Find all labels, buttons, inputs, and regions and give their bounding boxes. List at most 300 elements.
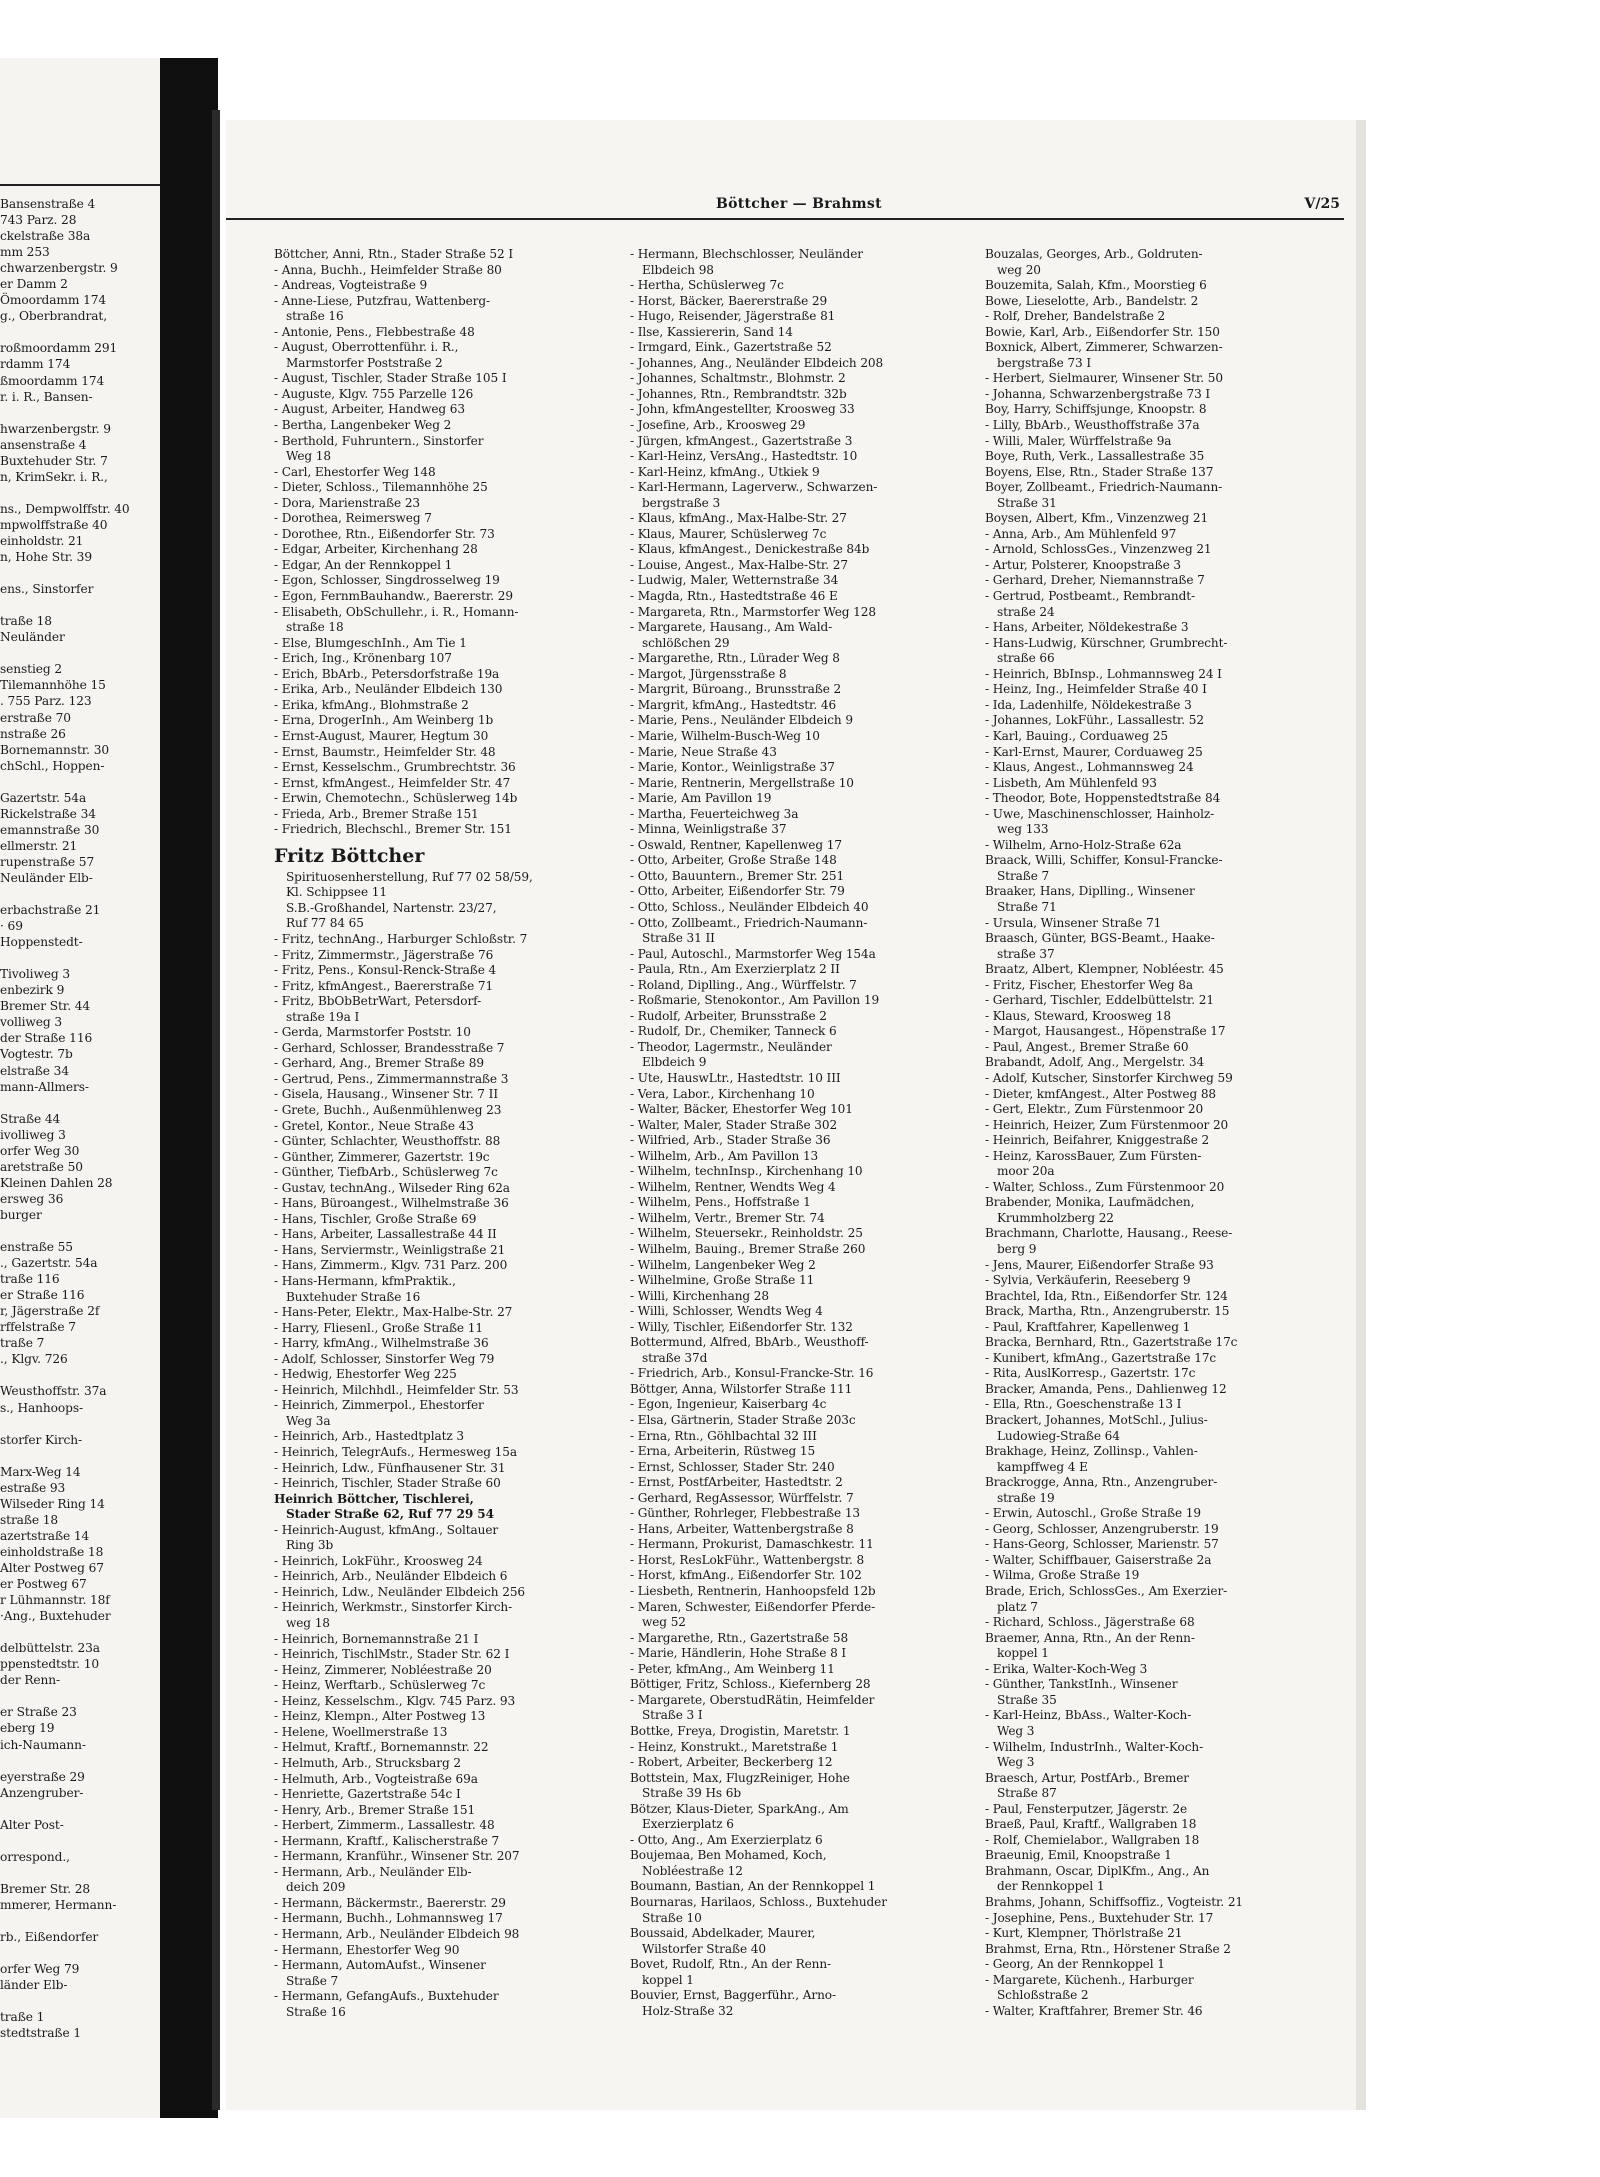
directory-entry: - Margarete, OberstudRätin, Heimfelder (630, 1692, 875, 1707)
directory-entry: - Günther, TiefbArb., Schüslerweg 7c (274, 1165, 498, 1180)
directory-entry: - Erna, Arbeiterin, Rüstweg 15 (630, 1444, 816, 1459)
directory-entry: - Heinrich, TelegrAufs., Hermesweg 15a (274, 1445, 517, 1460)
directory-entry: Brack, Martha, Rtn., Anzengruberstr. 15 (985, 1304, 1230, 1319)
directory-entry: Straße 16 (286, 2004, 346, 2019)
header-rule (226, 218, 1344, 220)
directory-entry: Ruf 77 84 65 (286, 916, 364, 931)
directory-entry: - Marie, Pens., Neuländer Elbdeich 9 (630, 713, 853, 728)
fragment-line: er Straße 23 (0, 1705, 77, 1720)
directory-entry: - Hertha, Schüslerweg 7c (630, 278, 784, 293)
directory-entry: Braatz, Albert, Klempner, Nobléestr. 45 (985, 962, 1224, 977)
directory-entry: - Friedrich, Arb., Konsul-Francke-Str. 16 (630, 1366, 874, 1381)
fragment-line: storfer Kirch- (0, 1432, 82, 1447)
directory-entry: straße 18 (286, 620, 344, 635)
directory-entry: Braaker, Hans, Diplling., Winsener (985, 884, 1195, 899)
fragment-line (0, 1801, 160, 1817)
directory-entry: - Johannes, Ang., Neuländer Elbdeich 208 (630, 355, 884, 370)
directory-entry: - Ernst, Schlosser, Stader Str. 240 (630, 1459, 835, 1474)
directory-entry: - Willi, Schlosser, Wendts Weg 4 (630, 1304, 823, 1319)
directory-entry: - Anna, Buchh., Heimfelder Straße 80 (274, 262, 502, 277)
directory-entry: - Gisela, Hausang., Winsener Str. 7 II (274, 1087, 499, 1102)
directory-entry: Ring 3b (286, 1538, 334, 1553)
directory-entry: Boujemaa, Ben Mohamed, Koch, (630, 1848, 827, 1863)
fragment-line: ·Ang., Buxtehuder (0, 1609, 111, 1624)
fragment-line (0, 324, 160, 340)
directory-entry: - Roland, Diplling., Ang., Würffelstr. 7 (630, 977, 857, 992)
directory-entry: - Klaus, kfmAngest., Denickestraße 84b (630, 542, 870, 557)
directory-entry: - Johannes, LokFühr., Lassallestr. 52 (985, 713, 1204, 728)
directory-entry: Bouzemita, Salah, Kfm., Moorstieg 6 (985, 278, 1207, 293)
directory-entry: - Heinz, Konstrukt., Maretstraße 1 (630, 1739, 839, 1754)
directory-entry: Boumann, Bastian, An der Rennkoppel 1 (630, 1879, 876, 1894)
fragment-line: ich-Naumann- (0, 1737, 86, 1752)
fragment-line: Tivoliweg 3 (0, 967, 71, 982)
directory-entry: Brakhage, Heinz, Zollinsp., Vahlen- (985, 1444, 1198, 1459)
directory-entry: - Lilly, BbArb., Weusthoffstraße 37a (985, 418, 1200, 433)
directory-entry: - Andreas, Vogteistraße 9 (274, 278, 428, 293)
directory-entry: - Hans-Peter, Elektr., Max-Halbe-Str. 27 (274, 1305, 513, 1320)
directory-entry: - Marie, Rentnerin, Mergellstraße 10 (630, 775, 854, 790)
directory-entry: - Hedwig, Ehestorfer Weg 225 (274, 1367, 457, 1382)
fragment-line (0, 1095, 160, 1111)
fragment-line: einholdstraße 18 (0, 1544, 104, 1559)
directory-entry: - Marie, Wilhelm-Busch-Weg 10 (630, 728, 820, 743)
directory-entry: - Hermann, Kraftf., Kalischerstraße 7 (274, 1833, 500, 1848)
fragment-line: traße 18 (0, 614, 52, 629)
directory-entry: Bowe, Lieselotte, Arb., Bandelstr. 2 (985, 293, 1199, 308)
directory-entry: - Wilma, Große Straße 19 (985, 1568, 1140, 1583)
directory-entry: Elbdeich 98 (642, 262, 714, 277)
directory-entry: - Ludwig, Maler, Wetternstraße 34 (630, 573, 839, 588)
directory-entry: - Wilhelm, Pens., Hoffstraße 1 (630, 1195, 811, 1210)
directory-entry: - Johanna, Schwarzenbergstraße 73 I (985, 386, 1211, 401)
directory-entry: - Dorothea, Reimersweg 7 (274, 511, 432, 526)
fragment-line: ansenstraße 4 (0, 437, 87, 452)
directory-entry: - Gustav, technAng., Wilseder Ring 62a (274, 1180, 510, 1195)
directory-entry: - Otto, Zollbeamt., Friedrich-Naumann- (630, 915, 868, 930)
fragment-line (0, 1833, 160, 1849)
fragment-line (0, 886, 160, 902)
directory-entry: - Margot, Jürgensstraße 8 (630, 666, 787, 681)
directory-entry: - Heinrich, Tischler, Stader Straße 60 (274, 1476, 501, 1491)
directory-entry: - Hermann, Kranführ., Winsener Str. 207 (274, 1849, 520, 1864)
fragment-line: Wilseder Ring 14 (0, 1496, 105, 1511)
directory-entry: Böttger, Anna, Wilstorfer Straße 111 (630, 1381, 853, 1396)
directory-entry: - Heinrich, Arb., Neuländer Elbdeich 6 (274, 1569, 508, 1584)
fragment-line: der Straße 116 (0, 1031, 93, 1046)
directory-entry: - Walter, Kraftfahrer, Bremer Str. 46 (985, 2003, 1203, 2018)
fragment-line: delbüttelstr. 23a (0, 1641, 100, 1656)
directory-entry: - Margarete, Küchenh., Harburger (985, 1972, 1194, 1987)
directory-entry: - Johannes, Rtn., Rembrandtstr. 32b (630, 386, 847, 401)
directory-entry: - Rudolf, Arbeiter, Brunsstraße 2 (630, 1008, 827, 1023)
fragment-line: Bremer Str. 44 (0, 999, 91, 1014)
directory-entry: - Herbert, Sielmaurer, Winsener Str. 50 (985, 371, 1223, 386)
directory-entry: platz 7 (997, 1599, 1038, 1614)
directory-entry: - Hermann, Prokurist, Damaschkestr. 11 (630, 1537, 874, 1552)
directory-entry: - Gerhard, RegAssessor, Würffelstr. 7 (630, 1490, 854, 1505)
directory-entry: - Magda, Rtn., Hastedtstraße 46 E (630, 589, 838, 604)
directory-entry: - Hans, Büroangest., Wilhelmstraße 36 (274, 1196, 509, 1211)
directory-entry: Braasch, Günter, BGS-Beamt., Haake- (985, 931, 1215, 946)
fragment-line: rdamm 174 (0, 357, 71, 372)
directory-entry: Straße 39 Hs 6b (642, 1786, 741, 1801)
directory-entry: - Josefine, Arb., Kroosweg 29 (630, 418, 806, 433)
fragment-line: er Straße 116 (0, 1288, 85, 1303)
directory-entry: Straße 7 (997, 868, 1050, 883)
directory-entry: - Willi, Kirchenhang 28 (630, 1288, 769, 1303)
fragment-line: orfer Weg 30 (0, 1143, 80, 1158)
running-title: Böttcher — Brahmst (716, 196, 882, 212)
directory-entry: weg 20 (997, 262, 1041, 277)
directory-entry: Straße 3 I (642, 1708, 703, 1723)
directory-entry: - Willi, Maler, Würffelstraße 9a (985, 433, 1172, 448)
previous-page-rule (0, 184, 160, 186)
directory-entry: - Heinrich, Arb., Hastedtplatz 3 (274, 1429, 464, 1444)
directory-entry: - Wilhelm, Rentner, Wendts Weg 4 (630, 1179, 836, 1194)
fragment-line: Alter Post- (0, 1817, 64, 1832)
directory-entry: - Wilhelmine, Große Straße 11 (630, 1273, 815, 1288)
directory-entry: - Otto, Arbeiter, Eißendorfer Str. 79 (630, 884, 845, 899)
directory-entry: - Heinrich, Zimmerpol., Ehestorfer (274, 1398, 484, 1413)
directory-entry: - Heinrich, Ldw., Neuländer Elbdeich 256 (274, 1584, 526, 1599)
directory-entry: - Rita, AuslKorresp., Gazertstr. 17c (985, 1366, 1196, 1381)
directory-entry: Krummholzberg 22 (997, 1210, 1114, 1225)
fragment-line (0, 1865, 160, 1881)
directory-entry: Boyens, Else, Rtn., Stader Straße 137 (985, 464, 1214, 479)
fragment-line (0, 1913, 160, 1929)
directory-entry: - Erika, Arb., Neuländer Elbdeich 130 (274, 682, 503, 697)
directory-entry: Brabender, Monika, Laufmädchen, (985, 1195, 1195, 1210)
directory-entry: - Karl-Ernst, Maurer, Corduaweg 25 (985, 744, 1203, 759)
fragment-line: enstraße 55 (0, 1240, 73, 1255)
directory-entry: - Erich, Ing., Krönenbarg 107 (274, 651, 452, 666)
directory-entry: - Gerhard, Schlosser, Brandesstraße 7 (274, 1040, 505, 1055)
directory-entry: Straße 31 II (642, 931, 715, 946)
fragment-line: s., Hanhoops- (0, 1400, 84, 1415)
directory-entry: - Sylvia, Verkäuferin, Reeseberg 9 (985, 1273, 1191, 1288)
fragment-line: n, KrimSekr. i. R., (0, 469, 108, 484)
fragment-line (0, 485, 160, 501)
directory-entry: - Ernst, Kesselschm., Grumbrechtstr. 36 (274, 760, 516, 775)
directory-entry: - Heinrich, Ldw., Fünfhausener Str. 31 (274, 1460, 506, 1475)
fragment-line: Marx-Weg 14 (0, 1464, 81, 1479)
directory-entry: - Willy, Tischler, Eißendorfer Str. 132 (630, 1319, 853, 1334)
directory-entry: - Paul, Autoschl., Marmstorfer Weg 154a (630, 946, 876, 961)
directory-entry: - Roßmarie, Stenokontor., Am Pavillon 19 (630, 993, 880, 1008)
directory-entry: - Heinz, Zimmerer, Nobléestraße 20 (274, 1662, 492, 1677)
fragment-line (0, 1416, 160, 1432)
directory-entry: - Heinrich, Heizer, Zum Fürstenmoor 20 (985, 1117, 1229, 1132)
fragment-line: traße 1 (0, 2010, 45, 2025)
fragment-line: Kleinen Dahlen 28 (0, 1175, 113, 1190)
directory-entry: - Wilhelm, Arno-Holz-Straße 62a (985, 837, 1182, 852)
directory-entry: - August, Oberrottenführ. i. R., (274, 340, 459, 355)
directory-entry: - Helmut, Kraftf., Bornemannstr. 22 (274, 1740, 489, 1755)
directory-entry: - Margrit, Büroang., Brunsstraße 2 (630, 682, 842, 697)
fragment-line: r. i. R., Bansen- (0, 389, 93, 404)
directory-entry: - Heinz, Ing., Heimfelder Straße 40 I (985, 682, 1207, 697)
directory-entry: - Ella, Rtn., Goeschenstraße 13 I (985, 1397, 1182, 1412)
directory-entry: - Rudolf, Dr., Chemiker, Tanneck 6 (630, 1024, 837, 1039)
fragment-line (0, 1688, 160, 1704)
directory-entry: Bracker, Amanda, Pens., Dahlienweg 12 (985, 1381, 1227, 1396)
directory-entry: - Helmuth, Arb., Vogteistraße 69a (274, 1771, 478, 1786)
directory-entry: - Berthold, Fuhruntern., Sinstorfer (274, 433, 484, 448)
directory-entry: - Otto, Bauuntern., Bremer Str. 251 (630, 868, 845, 883)
directory-entry: weg 133 (997, 822, 1049, 837)
directory-entry: - Hermann, Ehestorfer Weg 90 (274, 1942, 460, 1957)
column-3 (985, 247, 1315, 2019)
fragment-line: orfer Weg 79 (0, 1962, 80, 1977)
directory-entry: Bournaras, Harilaos, Schloss., Buxtehuder (630, 1894, 887, 1909)
directory-entry: Bouzalas, Georges, Arb., Goldruten- (985, 247, 1203, 261)
directory-entry: - Robert, Arbeiter, Beckerberg 12 (630, 1755, 833, 1770)
directory-entry: - Erika, Walter-Koch-Weg 3 (985, 1661, 1148, 1676)
fragment-line: ersweg 36 (0, 1191, 64, 1206)
directory-entry: - Bertha, Langenbeker Weg 2 (274, 418, 452, 433)
directory-entry: - Hans, Tischler, Große Straße 69 (274, 1211, 477, 1226)
directory-entry: - Jens, Maurer, Eißendorfer Straße 93 (985, 1257, 1214, 1272)
directory-entry: - Heinrich, Beifahrer, Kniggestraße 2 (985, 1133, 1210, 1148)
directory-entry: Ludowieg-Straße 64 (997, 1428, 1120, 1443)
directory-entry: - Uwe, Maschinenschlosser, Hainholz- (985, 806, 1215, 821)
directory-entry: - Wilfried, Arb., Stader Straße 36 (630, 1133, 831, 1148)
directory-entry: - Hermann, Arb., Neuländer Elbdeich 98 (274, 1926, 520, 1941)
directory-entry: - Friedrich, Blechschl., Bremer Str. 151 (274, 822, 512, 837)
fragment-line: Anzengruber- (0, 1785, 84, 1800)
directory-entry: Boussaid, Abdelkader, Maurer, (630, 1926, 816, 1941)
fragment-line: ivolliweg 3 (0, 1127, 66, 1142)
directory-entry: Böttiger, Fritz, Schloss., Kiefernberg 28 (630, 1677, 871, 1692)
directory-entry: der Rennkoppel 1 (997, 1879, 1105, 1894)
fragment-line: Neuländer (0, 630, 65, 645)
directory-entry: - Hans, Zimmerm., Klgv. 731 Parz. 200 (274, 1258, 508, 1273)
directory-entry: Brahms, Johann, Schiffsoffiz., Vogteistr. 21 (985, 1894, 1244, 1909)
directory-entry: Straße 87 (997, 1786, 1057, 1801)
fragment-line: Neuländer Elb- (0, 870, 93, 885)
directory-entry: Holz-Straße 32 (642, 2003, 734, 2018)
fragment-line: Weusthoffstr. 37a (0, 1384, 107, 1399)
directory-entry: - Gerhard, Dreher, Niemannstraße 7 (985, 573, 1205, 588)
directory-entry: Boye, Ruth, Verk., Lassallestraße 35 (985, 449, 1205, 464)
fragment-line: Ömoordamm 174 (0, 293, 107, 308)
directory-entry: - Wilhelm, Arb., Am Pavillon 13 (630, 1148, 819, 1163)
directory-entry: - Fritz, BbObBetrWart, Petersdorf- (274, 994, 482, 1009)
directory-entry: - Erna, DrogerInh., Am Weinberg 1b (274, 713, 494, 728)
fragment-line: ., Gazertstr. 54a (0, 1256, 98, 1271)
fragment-line: mann-Allmers- (0, 1079, 89, 1094)
directory-entry: Weg 3a (286, 1413, 331, 1428)
fragment-line: n, Hohe Str. 39 (0, 550, 92, 565)
fragment-line: stedtstraße 1 (0, 2026, 81, 2041)
directory-entry: - Heinrich, Milchhdl., Heimfelder Str. 53 (274, 1382, 519, 1397)
directory-entry: - Wilhelm, IndustrInh., Walter-Koch- (985, 1739, 1204, 1754)
directory-entry: - Ute, HauswLtr., Hastedtstr. 10 III (630, 1070, 841, 1085)
fragment-line: enbezirk 9 (0, 983, 65, 998)
directory-entry: - Hugo, Reisender, Jägerstraße 81 (630, 309, 836, 324)
fragment-line: chwarzenbergstr. 9 (0, 261, 118, 276)
fragment-line: Bremer Str. 28 (0, 1881, 91, 1896)
directory-entry: - Otto, Ang., Am Exerzierplatz 6 (630, 1832, 823, 1847)
directory-entry: moor 20a (997, 1164, 1055, 1179)
fragment-line: eberg 19 (0, 1721, 55, 1736)
fragment-line (0, 1624, 160, 1640)
fragment-line: Gazertstr. 54a (0, 790, 87, 805)
directory-entry: - Wilhelm, Vertr., Bremer Str. 74 (630, 1210, 825, 1225)
directory-entry: - Ernst-August, Maurer, Hegtum 30 (274, 728, 489, 743)
fragment-line: nstraße 26 (0, 726, 66, 741)
directory-entry: - Georg, An der Rennkoppel 1 (985, 1957, 1165, 1972)
directory-entry: Wilstorfer Straße 40 (642, 1941, 766, 1956)
directory-entry: - Grete, Buchh., Außenmühlenweg 23 (274, 1102, 502, 1117)
fragment-line: aretstraße 50 (0, 1159, 83, 1174)
book-gutter (160, 58, 218, 2118)
directory-entry: - Egon, FernmBauhandw., Baererstr. 29 (274, 589, 513, 604)
fragment-line: traße 116 (0, 1272, 60, 1287)
fragment-line: ßmoordamm 174 (0, 373, 105, 388)
fragment-line (0, 565, 160, 581)
directory-entry: - Gerhard, Tischler, Eddelbüttelstr. 21 (985, 993, 1214, 1008)
directory-entry: koppel 1 (642, 1972, 694, 1987)
directory-entry: - Karl-Heinz, kfmAng., Utkiek 9 (630, 464, 820, 479)
fragment-line: mm 253 (0, 245, 50, 260)
directory-entry: - Helene, Woellmerstraße 13 (274, 1724, 448, 1739)
directory-entry: Weg 18 (286, 449, 331, 464)
fragment-line: rupenstraße 57 (0, 854, 95, 869)
fragment-line: r, Jägerstraße 2f (0, 1304, 100, 1319)
fragment-line: Tilemannhöhe 15 (0, 678, 106, 693)
directory-entry: - Herbert, Zimmerm., Lassallestr. 48 (274, 1818, 495, 1833)
directory-entry: - Walter, Schloss., Zum Fürstenmoor 20 (985, 1179, 1225, 1194)
directory-entry: - Gertrud, Pens., Zimmermannstraße 3 (274, 1071, 509, 1086)
fragment-line: Bansenstraße 4 (0, 197, 96, 211)
fragment-line: Hoppenstedt- (0, 935, 83, 950)
directory-entry: - Klaus, Steward, Kroosweg 18 (985, 1008, 1171, 1023)
directory-entry: - Helmuth, Arb., Strucksbarg 2 (274, 1755, 461, 1770)
directory-entry: - Hermann, Bäckermstr., Baererstr. 29 (274, 1895, 506, 1910)
directory-entry: - Heinrich, Werkmstr., Sinstorfer Kirch- (274, 1600, 513, 1615)
directory-entry: - Otto, Arbeiter, Große Straße 148 (630, 853, 837, 868)
directory-entry: - Walter, Maler, Stader Straße 302 (630, 1117, 838, 1132)
directory-entry: - Kurt, Klempner, Thörlstraße 21 (985, 1926, 1183, 1941)
directory-entry: - Liesbeth, Rentnerin, Hanhoopsfeld 12b (630, 1584, 876, 1599)
directory-entry: Marmstorfer Poststraße 2 (286, 355, 443, 370)
directory-entry: - Fritz, Fischer, Ehestorfer Weg 8a (985, 977, 1193, 992)
fragment-line: orrespond., (0, 1849, 70, 1864)
directory-entry: - Else, BlumgeschInh., Am Tie 1 (274, 635, 467, 650)
fragment-line: ppenstedtstr. 10 (0, 1657, 100, 1672)
directory-entry: - Hans-Hermann, kfmPraktik., (274, 1274, 456, 1288)
directory-entry: - Hans, Serviermstr., Weinligstraße 21 (274, 1242, 506, 1257)
fragment-line (0, 1945, 160, 1961)
fragment-line: g., Oberbrandrat, (0, 309, 107, 324)
directory-entry: - Marie, Neue Straße 43 (630, 744, 777, 759)
directory-entry: Braeunig, Emil, Knoopstraße 1 (985, 1848, 1172, 1863)
directory-entry: Bottke, Freya, Drogistin, Maretstr. 1 (630, 1723, 851, 1738)
directory-entry: - Gretel, Kontor., Neue Straße 43 (274, 1118, 474, 1133)
directory-entry: - Peter, kfmAng., Am Weinberg 11 (630, 1661, 835, 1676)
directory-entry: S.B.-Großhandel, Nartenstr. 23/27, (286, 900, 497, 915)
directory-entry: - Egon, Ingenieur, Kaiserbarg 4c (630, 1397, 827, 1412)
directory-entry: - Richard, Schloss., Jägerstraße 68 (985, 1615, 1195, 1630)
directory-entry: - Oswald, Rentner, Kapellenweg 17 (630, 837, 842, 852)
directory-entry: Brabandt, Adolf, Ang., Mergelstr. 34 (985, 1055, 1205, 1070)
directory-entry: - Anna, Arb., Am Mühlenfeld 97 (985, 526, 1177, 541)
directory-entry: - Hermann, AutomAufst., Winsener (274, 1958, 486, 1973)
directory-entry: Brahmann, Oscar, DiplKfm., Ang., An (985, 1863, 1210, 1878)
directory-entry: straße 19a I (286, 1009, 360, 1024)
directory-entry: - Fritz, Zimmermstr., Jägerstraße 76 (274, 947, 494, 962)
directory-entry: - Georg, Schlosser, Anzengruberstr. 19 (985, 1521, 1219, 1536)
directory-entry: schlößchen 29 (642, 635, 730, 650)
directory-entry: - Theodor, Bote, Hoppenstedtstraße 84 (985, 791, 1221, 806)
directory-entry: Bouvier, Ernst, Baggerführ., Arno- (630, 1988, 836, 2003)
previous-page-fragment (0, 196, 160, 2041)
directory-entry: kampffweg 4 E (997, 1459, 1088, 1474)
fragment-line: Straße 44 (0, 1111, 61, 1126)
directory-entry: Bowie, Karl, Arb., Eißendorfer Str. 150 (985, 324, 1220, 339)
directory-entry: - Erna, Rtn., Göhlbachtal 32 III (630, 1428, 817, 1443)
fragment-line: er Damm 2 (0, 277, 68, 292)
fragment-line (0, 645, 160, 661)
directory-entry: - Josephine, Pens., Buxtehuder Str. 17 (985, 1910, 1214, 1925)
fragment-line: einholdstr. 21 (0, 533, 84, 548)
directory-entry: - Harry, Fliesenl., Große Straße 11 (274, 1320, 483, 1335)
directory-entry: - Fritz, kfmAngest., Baererstraße 71 (274, 978, 494, 993)
fragment-line (0, 1367, 160, 1383)
fragment-line: straße 18 (0, 1512, 59, 1527)
directory-entry: - Louise, Angest., Max-Halbe-Str. 27 (630, 557, 848, 572)
directory-entry: Nobléestraße 12 (642, 1863, 743, 1878)
fragment-line: r Lühmannstr. 18f (0, 1593, 110, 1608)
fragment-line: der Renn- (0, 1673, 61, 1688)
directory-entry: - John, kfmAngestellter, Kroosweg 33 (630, 402, 855, 417)
fragment-line (0, 1223, 160, 1239)
directory-entry: - Karl, Bauing., Corduaweg 25 (985, 728, 1168, 743)
directory-entry: - Arnold, SchlossGes., Vinzenzweg 21 (985, 542, 1212, 557)
directory-entry: - Klaus, Maurer, Schüslerweg 7c (630, 526, 827, 541)
fragment-line (0, 405, 160, 421)
directory-entry: - Günter, Schlachter, Weusthoffstr. 88 (274, 1134, 501, 1149)
fragment-line: ellmerstr. 21 (0, 838, 78, 853)
directory-entry: - Martha, Feuerteichweg 3a (630, 806, 799, 821)
directory-entry: - Hermann, GefangAufs., Buxtehuder (274, 1989, 499, 2004)
fragment-line: hwarzenbergstr. 9 (0, 421, 111, 436)
directory-entry: Bottermund, Alfred, BbArb., Weusthoff- (630, 1335, 869, 1350)
directory-entry: - Dieter, Schloss., Tilemannhöhe 25 (274, 480, 488, 495)
directory-entry: - Anne-Liese, Putzfrau, Wattenberg- (274, 293, 490, 308)
directory-entry: - Vera, Labor., Kirchenhang 10 (630, 1086, 815, 1101)
directory-entry: straße 37 (997, 946, 1055, 961)
directory-entry: - Karl-Hermann, Lagerverw., Schwarzen- (630, 480, 878, 495)
fragment-line: erstraße 70 (0, 710, 71, 725)
directory-entry: Stader Straße 62, Ruf 77 29 54 (286, 1507, 494, 1522)
directory-entry: bergstraße 3 (642, 495, 721, 510)
directory-entry: - Rolf, Dreher, Bandelstraße 2 (985, 309, 1166, 324)
directory-entry: Straße 10 (642, 1910, 702, 1925)
directory-entry: - Elisabeth, ObSchullehr., i. R., Homann- (274, 604, 519, 619)
directory-entry: - Ernst, Baumstr., Heimfelder Str. 48 (274, 744, 496, 759)
directory-entry: - Gertrud, Postbeamt., Rembrandt- (985, 589, 1195, 604)
fragment-line (0, 1753, 160, 1769)
directory-entry: - Edgar, Arbeiter, Kirchenhang 28 (274, 542, 478, 557)
directory-entry: - Margarethe, Rtn., Lürader Weg 8 (630, 651, 840, 666)
directory-entry: - Lisbeth, Am Mühlenfeld 93 (985, 775, 1157, 790)
directory-entry: Braeß, Paul, Kraftf., Wallgraben 18 (985, 1817, 1197, 1832)
directory-entry: - Elsa, Gärtnerin, Stader Straße 203c (630, 1413, 856, 1428)
directory-entry: deich 209 (286, 1880, 346, 1895)
